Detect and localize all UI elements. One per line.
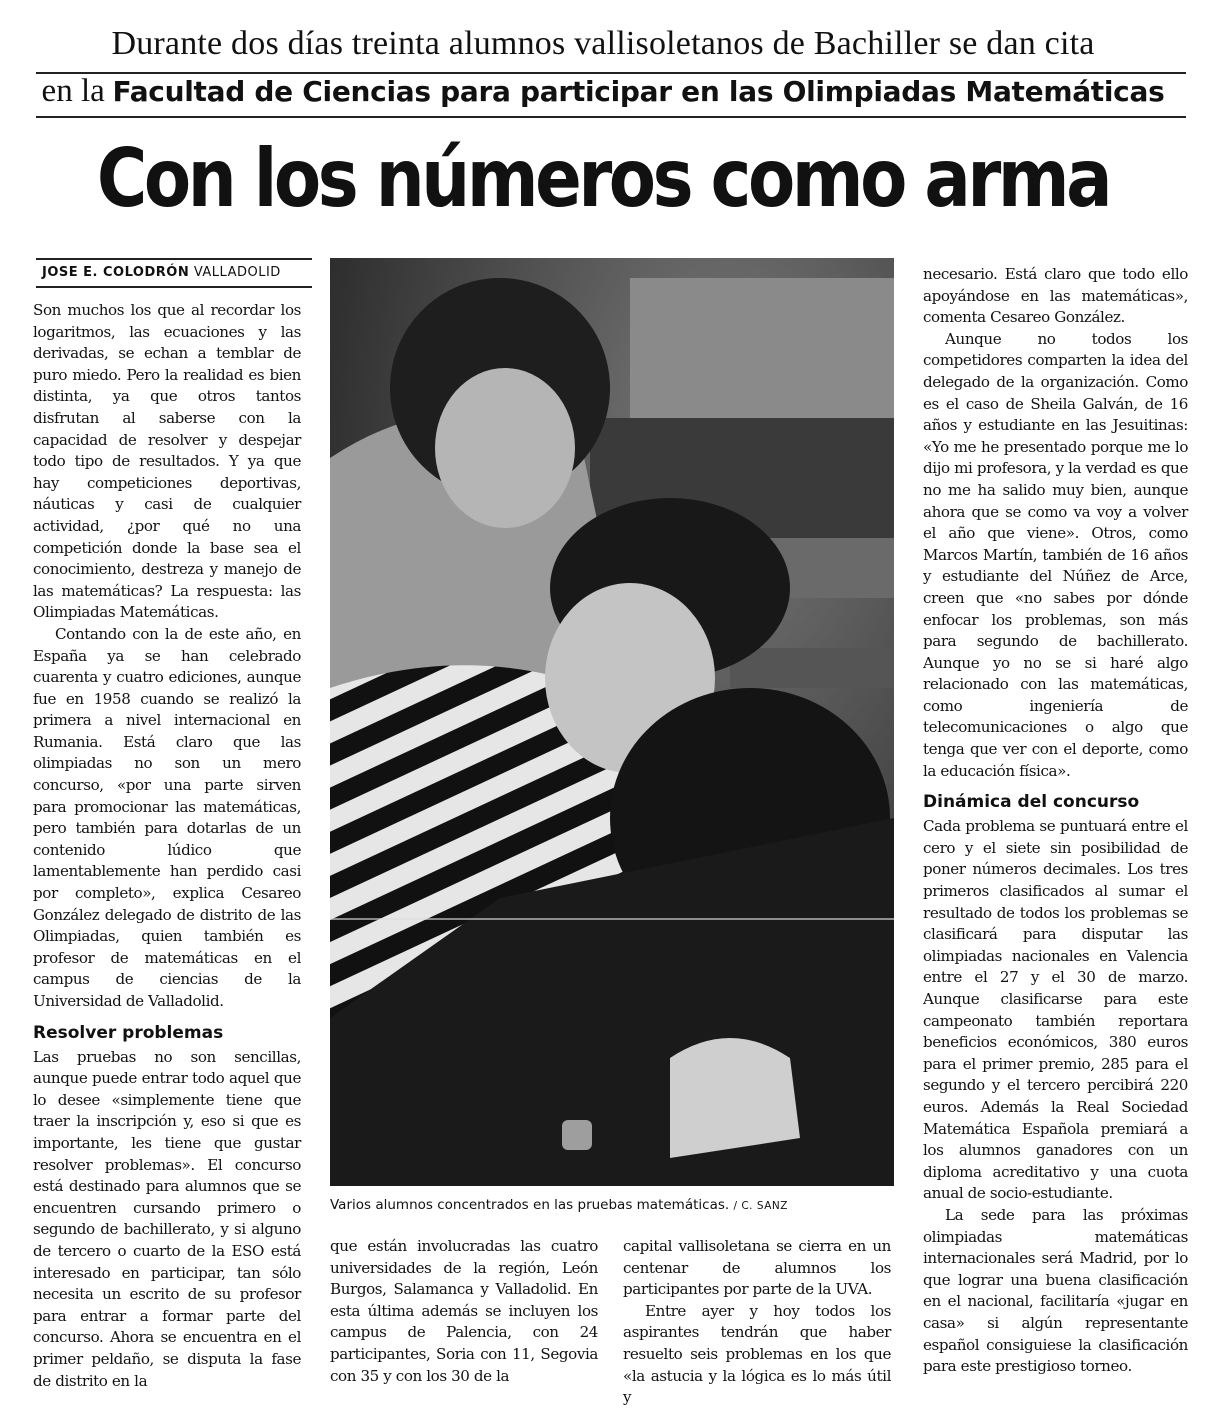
headline: Con los números como arma [96,132,1110,225]
paragraph: Contando con la de este año, en España ya se han celebrado cuarenta y cuatro ediciones, aunque fue en 1958 cuando se realizó la primera a nivel internacional en Rumania. Está claro que las olimpiadas no son un mero concurso, «por una parte sirven para promocionar las matemáticas, pero también para dotarlas de un contenido lúdico que lamentablemente han perdido casi por completo», explica Cesareo González delegado de distrito de las Olimpiadas, quien también es profesor de matemáticas en el campus de ciencias de la Universidad de Valladolid. [33,624,301,1010]
subhead-resolver-problemas: Resolver problemas [33,1022,224,1043]
kicker-rule-bottom [36,116,1186,118]
photo-caption [330,1195,894,1216]
kicker-line-2-bold: Facultad de Ciencias para participar en las Olimpiadas Matemáticas [112,75,1165,108]
paragraph: que están involucradas las cuatro universidades de la región, León Burgos, Salamanca y Valladolid. En esta última además se incluyen los campus de Palencia, con 24 participantes, Soria con 11, Segovia con 35 y con los 30 de la [330,1237,598,1385]
kicker-line-2-prefix: en la [41,73,105,109]
article-column-4 [923,264,1188,1394]
paragraph: Aunque no todos los competidores comparten la idea del delegado de la organización. Como es el caso de Sheila Galván, de 16 años y estudiante en las Jesuitinas: «Yo me he presentado porque me lo dijo mi profesora, y la verdad es que no me ha salido muy bien, aunque ahora que se como va voy a volver el año que viene». Otros, como Marcos Martín, también de 16 años y estudiante del Núñez de Arce, creen que «no sabes por dónde enfocar los problemas, son más para segundo de bachillerato. Aunque yo no se si haré algo relacionado con las matemáticas, como ingeniería de telecomunicaciones o algo que tenga que ver con el deporte, como la educación física». [923,329,1188,780]
paragraph: Cada problema se puntuará entre el cero y el siete sin posibilidad de poner números decimales. Los tres primeros clasificados al sumar el resultado de todos los problemas se clasificará para disputar las olimpiadas nacionales en Valencia entre el 27 y el 30 de marzo. Aunque clasificarse para este campeonato también reportara beneficios económicos, 380 euros para el primer premio, 285 para el segundo y el tercero percibirá 220 euros. Además la Real Sociedad Matemática Española premiará a los alumnos ganadores con un diploma acreditativo y una cuota anual de socio-estudiante. [923,817,1188,1203]
article-column-1 [33,300,301,1390]
article-column-2 [330,1236,598,1396]
paragraph: capital vallisoletana se cierra en un centenar de alumnos los participantes por parte de la UVA. [623,1237,891,1299]
paragraph: Son muchos los que al recordar los logaritmos, las ecuaciones y las derivadas, se echan a temblar de puro miedo. Pero la realidad es bien distinta, ya que otros tantos disfrutan al saberse con la capacidad de resolver y despejar todo tipo de resultados. Y ya que hay competiciones deportivas, náuticas y casi de cualquier actividad, ¿por qué no una competición donde la base sea el conocimiento, destreza y manejo de las matemáticas? La respuesta: las Olimpiadas Matemáticas. [33,301,301,622]
paragraph: La sede para las próximas olimpiadas matemáticas internacionales será Madrid, por lo que lograr una buena clasificación en el nacional, facilitaría «jugar en casa» si algún representante español consiguiese la clasificación para este prestigioso torneo. [923,1205,1188,1376]
caption-credit: / C. SANZ [733,1200,788,1212]
kicker-line-2 [0,69,1206,114]
byline-author: JOSE E. COLODRÓN [42,265,190,280]
paragraph: Las pruebas no son sencillas, aunque puede entrar todo aquel que lo desee «simplemente tiene que traer la inscripción y, eso si que es importante, les tiene que gustar resolver problemas». El concurso está destinado para alumnos que se encuentren cursando primero o segundo de bachillerato, y si alguno de tercero o cuarto de la ESO está interesado en participar, tan sólo necesita un escrito de su profesor para entrar a formar parte del concurso. Ahora se encuentra en el primer peldaño, se disputa la fase de distrito en la [33,1047,301,1390]
students-photo-image [330,258,894,1186]
kicker-line-1: Durante dos días treinta alumnos vallisoletanos de Bachiller se dan cita [111,25,1095,62]
paragraph: Entre ayer y hoy todos los aspirantes tendrán que haber resuelto seis problemas en los que «la astucia y la lógica es lo más útil y [623,1301,891,1407]
caption-text: Varios alumnos concentrados en las pruebas matemáticas. [330,1197,730,1213]
subhead-dinamica-del-concurso: Dinámica del concurso [923,792,1140,813]
news-photo [330,258,894,1186]
article-column-3 [623,1236,891,1407]
byline [36,258,312,288]
byline-place: VALLADOLID [193,265,281,280]
paragraph: necesario. Está claro que todo ello apoyándose en las matemáticas», comenta Cesareo González. [923,265,1188,327]
